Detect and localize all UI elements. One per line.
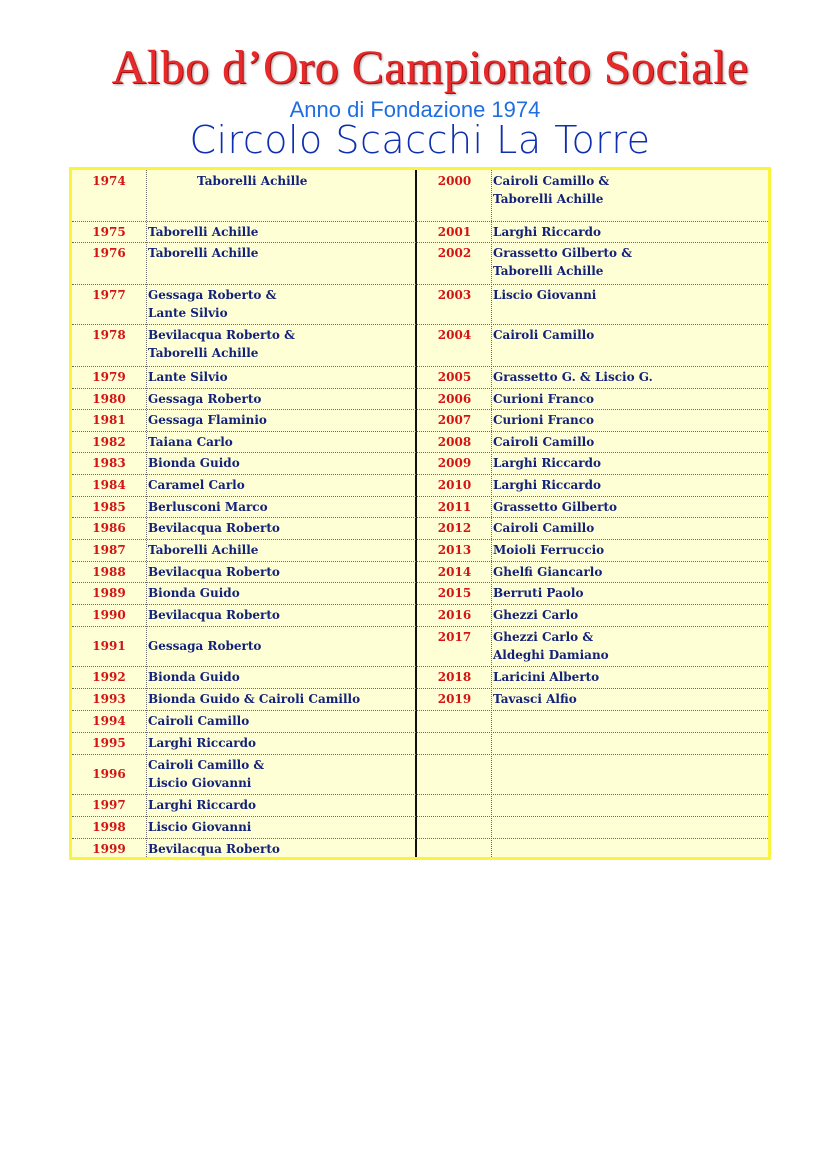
row-separator [72, 710, 768, 711]
winner-cell: Cairoli Camillo & Taborelli Achille [493, 174, 610, 206]
winner-cell: Caramel Carlo [148, 478, 245, 492]
year-cell: 1998 [92, 820, 126, 834]
year-cell: 1995 [92, 736, 126, 750]
winner-cell: Bionda Guido [148, 586, 240, 600]
winner-cell: Larghi Riccardo [493, 478, 602, 492]
year-cell: 1999 [92, 842, 126, 856]
year-cell: 1983 [92, 456, 126, 470]
winner-cell: Bevilacqua Roberto [148, 565, 280, 579]
winner-cell: Taborelli Achille [148, 246, 259, 260]
row-separator [72, 688, 768, 689]
year-cell: 1975 [92, 225, 126, 239]
winner-cell: Taborelli Achille [148, 225, 259, 239]
year-cell: 2011 [437, 500, 472, 514]
year-cell: 2009 [437, 456, 472, 470]
row-separator [72, 582, 768, 583]
winner-cell: Taborelli Achille [197, 174, 308, 188]
row-separator [72, 604, 768, 605]
year-cell: 1989 [92, 586, 126, 600]
row-separator [72, 838, 768, 839]
row-separator [72, 626, 768, 627]
row-separator [72, 221, 768, 222]
year-cell: 1994 [92, 714, 126, 728]
year-cell: 2007 [437, 413, 472, 427]
year-cell: 1987 [92, 543, 126, 557]
row-separator [72, 517, 768, 518]
row-separator [72, 539, 768, 540]
year-cell: 1984 [92, 478, 126, 492]
year-cell: 2004 [437, 328, 472, 342]
winner-cell: Bevilacqua Roberto & Taborelli Achille [148, 328, 295, 360]
year-cell: 1988 [92, 565, 126, 579]
year-cell: 1992 [92, 670, 126, 684]
row-separator [72, 754, 768, 755]
row-separator [72, 366, 768, 367]
row-separator [72, 242, 768, 243]
year-cell: 1997 [92, 798, 126, 812]
winner-cell: Bevilacqua Roberto [148, 608, 280, 622]
winner-cell: Ghelfi Giancarlo [493, 565, 603, 579]
winner-cell: Laricini Alberto [493, 670, 600, 684]
winner-cell: Cairoli Camillo [493, 521, 595, 535]
row-separator [72, 431, 768, 432]
year-cell: 1985 [92, 500, 126, 514]
year-cell: 1974 [92, 174, 126, 188]
year-cell: 1978 [92, 328, 126, 342]
winner-cell: Taiana Carlo [148, 435, 233, 449]
winner-cell: Tavasci Alfio [493, 692, 577, 706]
year-cell: 2017 [437, 630, 472, 644]
row-separator [72, 284, 768, 285]
winner-cell: Liscio Giovanni [148, 820, 252, 834]
winner-cell: Bionda Guido & Cairoli Camillo [148, 692, 361, 706]
winner-cell: Cairoli Camillo & Liscio Giovanni [148, 758, 265, 790]
winner-cell: Liscio Giovanni [493, 288, 597, 302]
row-separator [72, 474, 768, 475]
winner-cell: Gessaga Roberto [148, 639, 262, 653]
winner-cell: Ghezzi Carlo & Aldeghi Damiano [493, 630, 609, 662]
year-cell: 1981 [92, 413, 126, 427]
page-title: Albo d’Oro Campionato Sociale [111, 41, 749, 94]
year-cell: 2016 [437, 608, 472, 622]
year-cell: 2003 [437, 288, 472, 302]
year-cell: 1993 [92, 692, 126, 706]
row-separator [72, 816, 768, 817]
founding-year-subtitle: Anno di Fondazione 1974 [289, 97, 541, 122]
winner-cell: Larghi Riccardo [148, 736, 257, 750]
winners-table [69, 167, 771, 860]
year-cell: 1991 [92, 639, 126, 653]
year-cell: 1976 [92, 246, 126, 260]
winner-cell: Cairoli Camillo [148, 714, 250, 728]
winner-cell: Grassetto G. & Liscio G. [493, 370, 653, 384]
winner-cell: Cairoli Camillo [493, 328, 595, 342]
winner-cell: Larghi Riccardo [493, 456, 602, 470]
winner-cell: Larghi Riccardo [493, 225, 602, 239]
year-cell: 2000 [437, 174, 472, 188]
winner-cell: Lante Silvio [148, 370, 228, 384]
winner-cell: Gessaga Roberto [148, 392, 262, 406]
winner-cell: Grassetto Gilberto [493, 500, 618, 514]
row-separator [72, 561, 768, 562]
year-cell: 2013 [437, 543, 472, 557]
year-cell: 2006 [437, 392, 472, 406]
year-cell: 2015 [437, 586, 472, 600]
year-cell: 2019 [437, 692, 472, 706]
row-separator [72, 409, 768, 410]
year-cell: 2002 [437, 246, 472, 260]
row-separator [72, 496, 768, 497]
winner-cell: Bionda Guido [148, 456, 240, 470]
winner-cell: Larghi Riccardo [148, 798, 257, 812]
year-cell: 1977 [92, 288, 126, 302]
winner-cell: Curioni Franco [493, 392, 595, 406]
row-separator [72, 324, 768, 325]
row-separator [72, 794, 768, 795]
winner-cell: Grassetto Gilberto & Taborelli Achille [493, 246, 633, 278]
year-cell: 1986 [92, 521, 126, 535]
winner-cell: Berruti Paolo [493, 586, 584, 600]
year-cell: 1996 [92, 767, 126, 781]
year-cell: 1982 [92, 435, 126, 449]
year-cell: 2014 [437, 565, 472, 579]
winner-cell: Cairoli Camillo [493, 435, 595, 449]
club-name: Circolo Scacchi La Torre [189, 118, 651, 162]
year-cell: 2001 [437, 225, 472, 239]
winner-cell: Taborelli Achille [148, 543, 259, 557]
row-separator [72, 452, 768, 453]
winner-cell: Bionda Guido [148, 670, 240, 684]
row-separator [72, 666, 768, 667]
year-cell: 2018 [437, 670, 472, 684]
year-cell: 1980 [92, 392, 126, 406]
year-cell: 1990 [92, 608, 126, 622]
year-cell: 2008 [437, 435, 472, 449]
row-separator [72, 732, 768, 733]
winner-cell: Berlusconi Marco [148, 500, 268, 514]
winner-cell: Gessaga Roberto & Lante Silvio [148, 288, 277, 320]
year-cell: 2012 [437, 521, 472, 535]
year-cell: 2010 [437, 478, 472, 492]
row-separator [72, 388, 768, 389]
winner-cell: Curioni Franco [493, 413, 595, 427]
year-cell: 1979 [92, 370, 126, 384]
winner-cell: Bevilacqua Roberto [148, 842, 280, 856]
winner-cell: Moioli Ferruccio [493, 543, 605, 557]
year-cell: 2005 [437, 370, 472, 384]
winner-cell: Gessaga Flaminio [148, 413, 267, 427]
winner-cell: Ghezzi Carlo [493, 608, 579, 622]
winner-cell: Bevilacqua Roberto [148, 521, 280, 535]
